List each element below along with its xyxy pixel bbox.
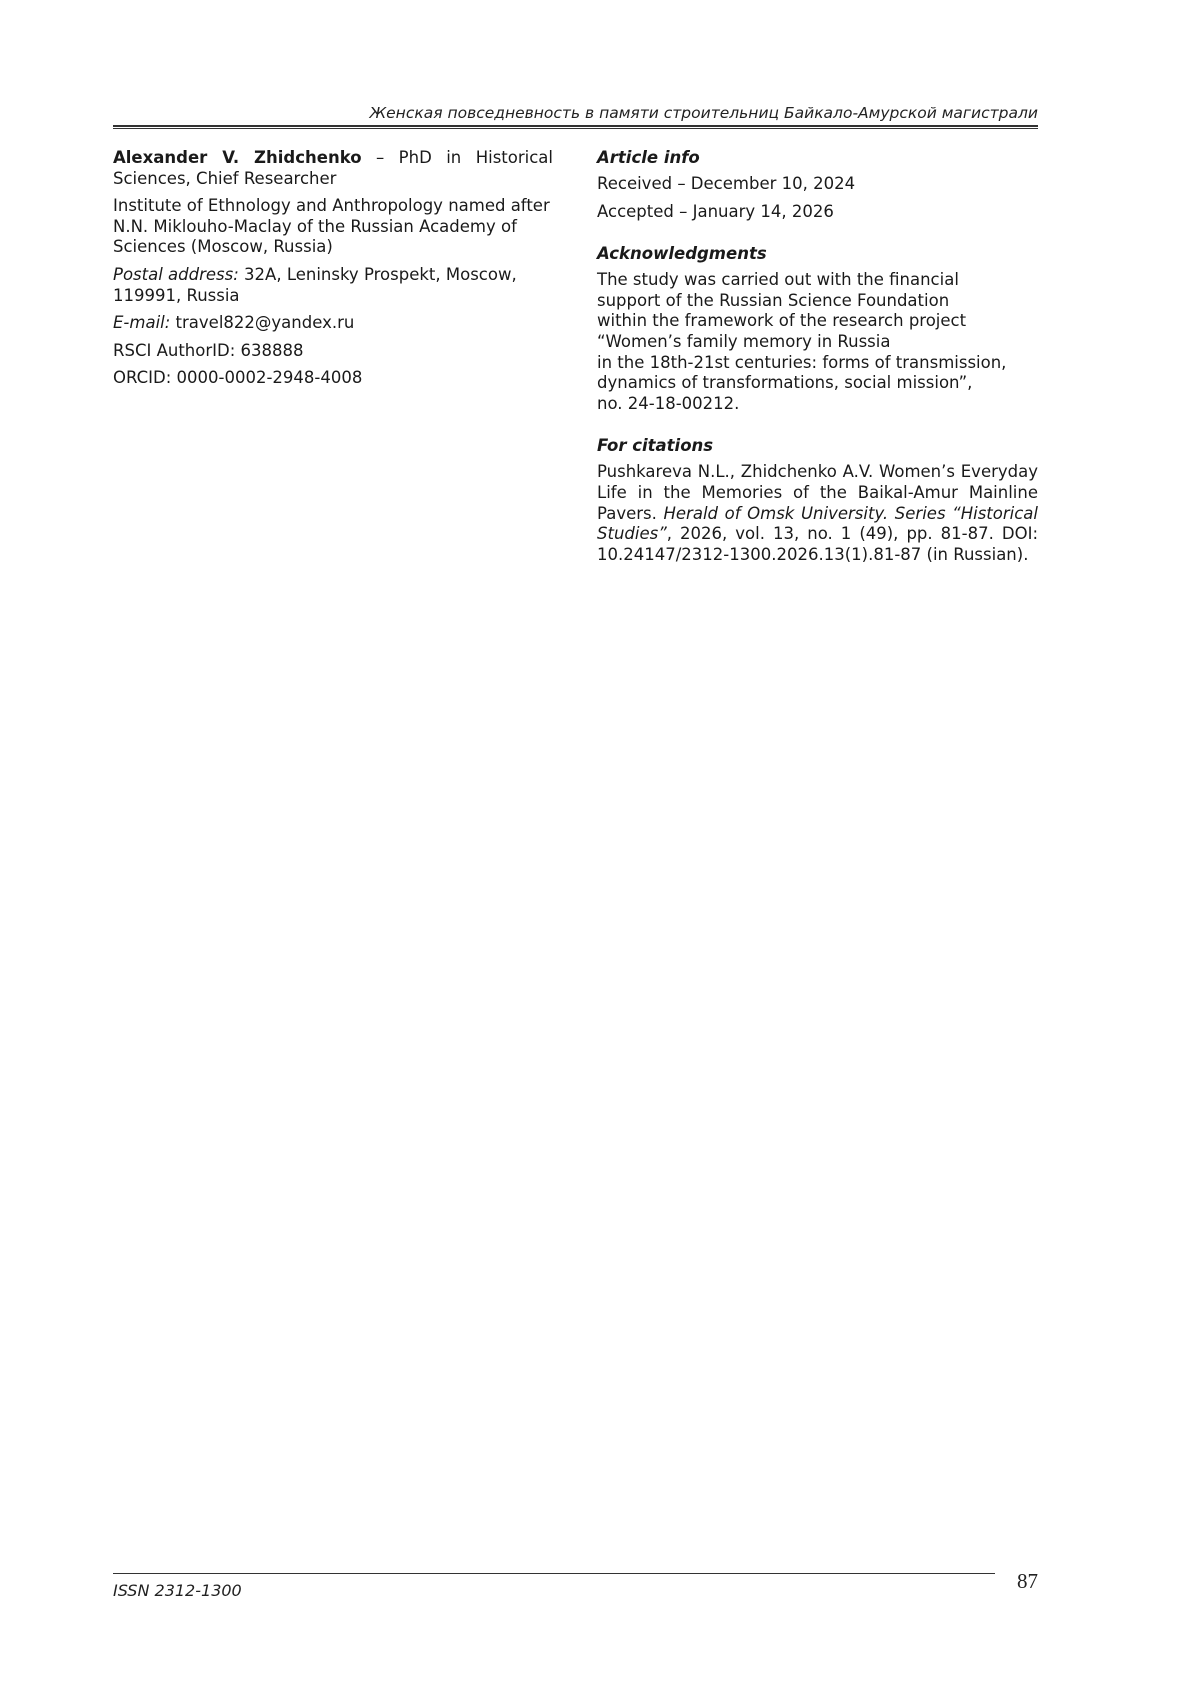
author-name-position [113,148,553,189]
citation-details: , 2026, vol. 13, no. 1 (49), pp. 81-87. DOI: 10.24147/2312-1300.2026.13(1).81-87 (in Russian). [597,524,1038,564]
article-info-heading: Article info [597,148,700,167]
postal-address-value: 32A, Leninsky Prospekt, Moscow, 119991, Russia [113,264,517,305]
page-number: 87 [1017,1569,1038,1593]
running-header-title: Женская повседневность в памяти строительниц Байкало-Амурской магистрали [369,104,1038,122]
received-date: Received – December 10, 2024 [597,174,856,193]
author-postal-address [113,265,553,306]
acknowledgments-line: no. 24-18-00212. [597,393,740,413]
acknowledgments-line: within the framework of the research project [597,311,967,331]
citation-journal: Herald of Omsk University. Series “Historical Studies” [597,503,1038,544]
author-position: – PhD in Historical Sciences, Chief Researcher [113,148,553,188]
header-rule [113,125,1038,129]
acknowledgments-line: dynamics of transformations, social mission”, [597,373,973,393]
issn-label: ISSN 2312-1300 [113,1581,242,1600]
article-meta-column [597,148,1038,572]
footer-rule [113,1573,995,1574]
author-institution: Institute of Ethnology and Anthropology named after N.N. Miklouho-Maclay of the Russian Academy of Sciences (Moscow, Russia) [113,196,550,257]
author-rsci-id: RSCI AuthorID: 638888 [113,340,304,360]
email-label: E-mail: [113,313,171,333]
acknowledgments-heading: Acknowledgments [597,244,767,264]
postal-address-label: Postal address: [113,264,239,284]
acknowledgments-line: The study was carried out with the financial [597,270,959,290]
accepted-date: Accepted – January 14, 2026 [597,201,834,221]
email-value[interactable]: travel822@yandex.ru [175,313,355,333]
acknowledgments-line: support of the Russian Science Foundation [597,290,950,310]
author-info-column [113,148,553,396]
acknowledgments-line: in the 18th-21st centuries: forms of transmission, [597,352,1007,372]
acknowledgments-line: “Women’s family memory in Russia [597,331,891,351]
citation-text [597,462,1038,565]
citation-authors-title: Pushkareva N.L., Zhidchenko A.V. Women’s Everyday Life in the Memories of the Baikal-Amur Mainline Pavers. [597,462,1038,523]
acknowledgments-text [597,270,1038,414]
author-email [113,313,553,334]
citations-heading: For citations [597,436,714,456]
author-name: Alexander V. Zhidchenko [113,148,362,167]
author-orcid: ORCID: 0000-0002-2948-4008 [113,368,363,388]
